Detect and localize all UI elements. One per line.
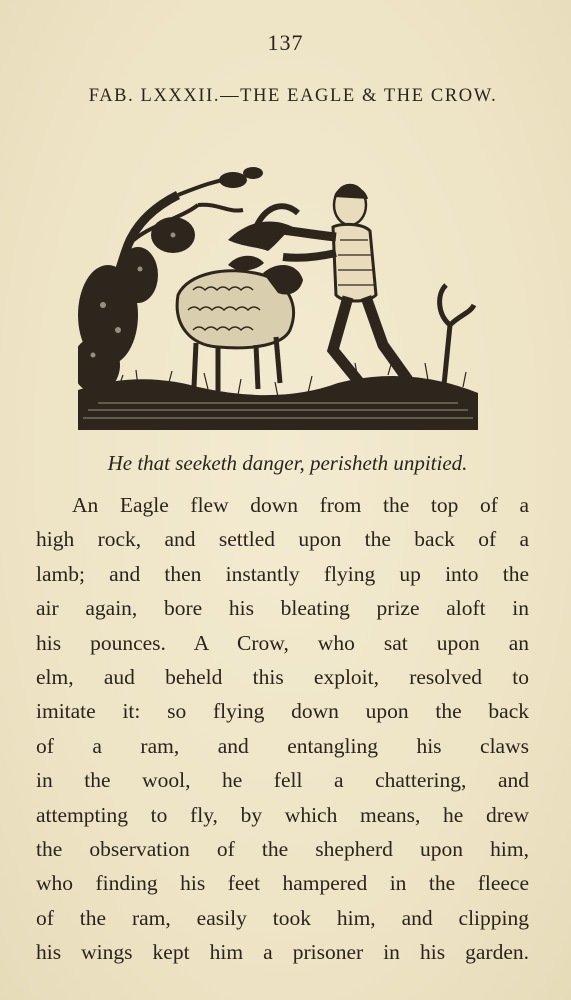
text-line: air again, bore his bleating prize aloft in	[36, 596, 529, 621]
text-line: An Eagle flew down from the top of a	[72, 493, 529, 517]
text-line: his pounces. A Crow, who sat upon an	[36, 630, 529, 655]
text-line: his wings kept him a prisoner in his garden.	[36, 940, 529, 965]
text-line: the observation of the shepherd upon him,	[36, 836, 529, 861]
fable-text	[36, 488, 529, 969]
page-number: 137	[267, 30, 304, 55]
text-line: high rock, and settled upon the back of a	[36, 527, 529, 552]
text-line: imitate it: so flying down upon the back	[36, 699, 529, 724]
text-line: lamb; and then instantly flying up into the	[36, 561, 529, 586]
fable-moral: He that seeketh danger, perisheth unpitied.	[107, 451, 468, 475]
text-line: elm, aud beheld this exploit, resolved to	[36, 664, 529, 689]
text-line: of a ram, and entangling his claws	[36, 733, 529, 758]
text-line: who finding his feet hampered in the fleece	[36, 871, 529, 896]
fable-title: FAB. LXXXII.—THE EAGLE & THE CROW.	[88, 86, 498, 106]
woodcut-illustration	[78, 165, 478, 435]
text-line: of the ram, easily took him, and clipping	[36, 905, 529, 930]
text-line: in the wool, he fell a chattering, and	[36, 768, 529, 793]
text-line: attempting to fly, by which means, he drew	[36, 802, 529, 827]
